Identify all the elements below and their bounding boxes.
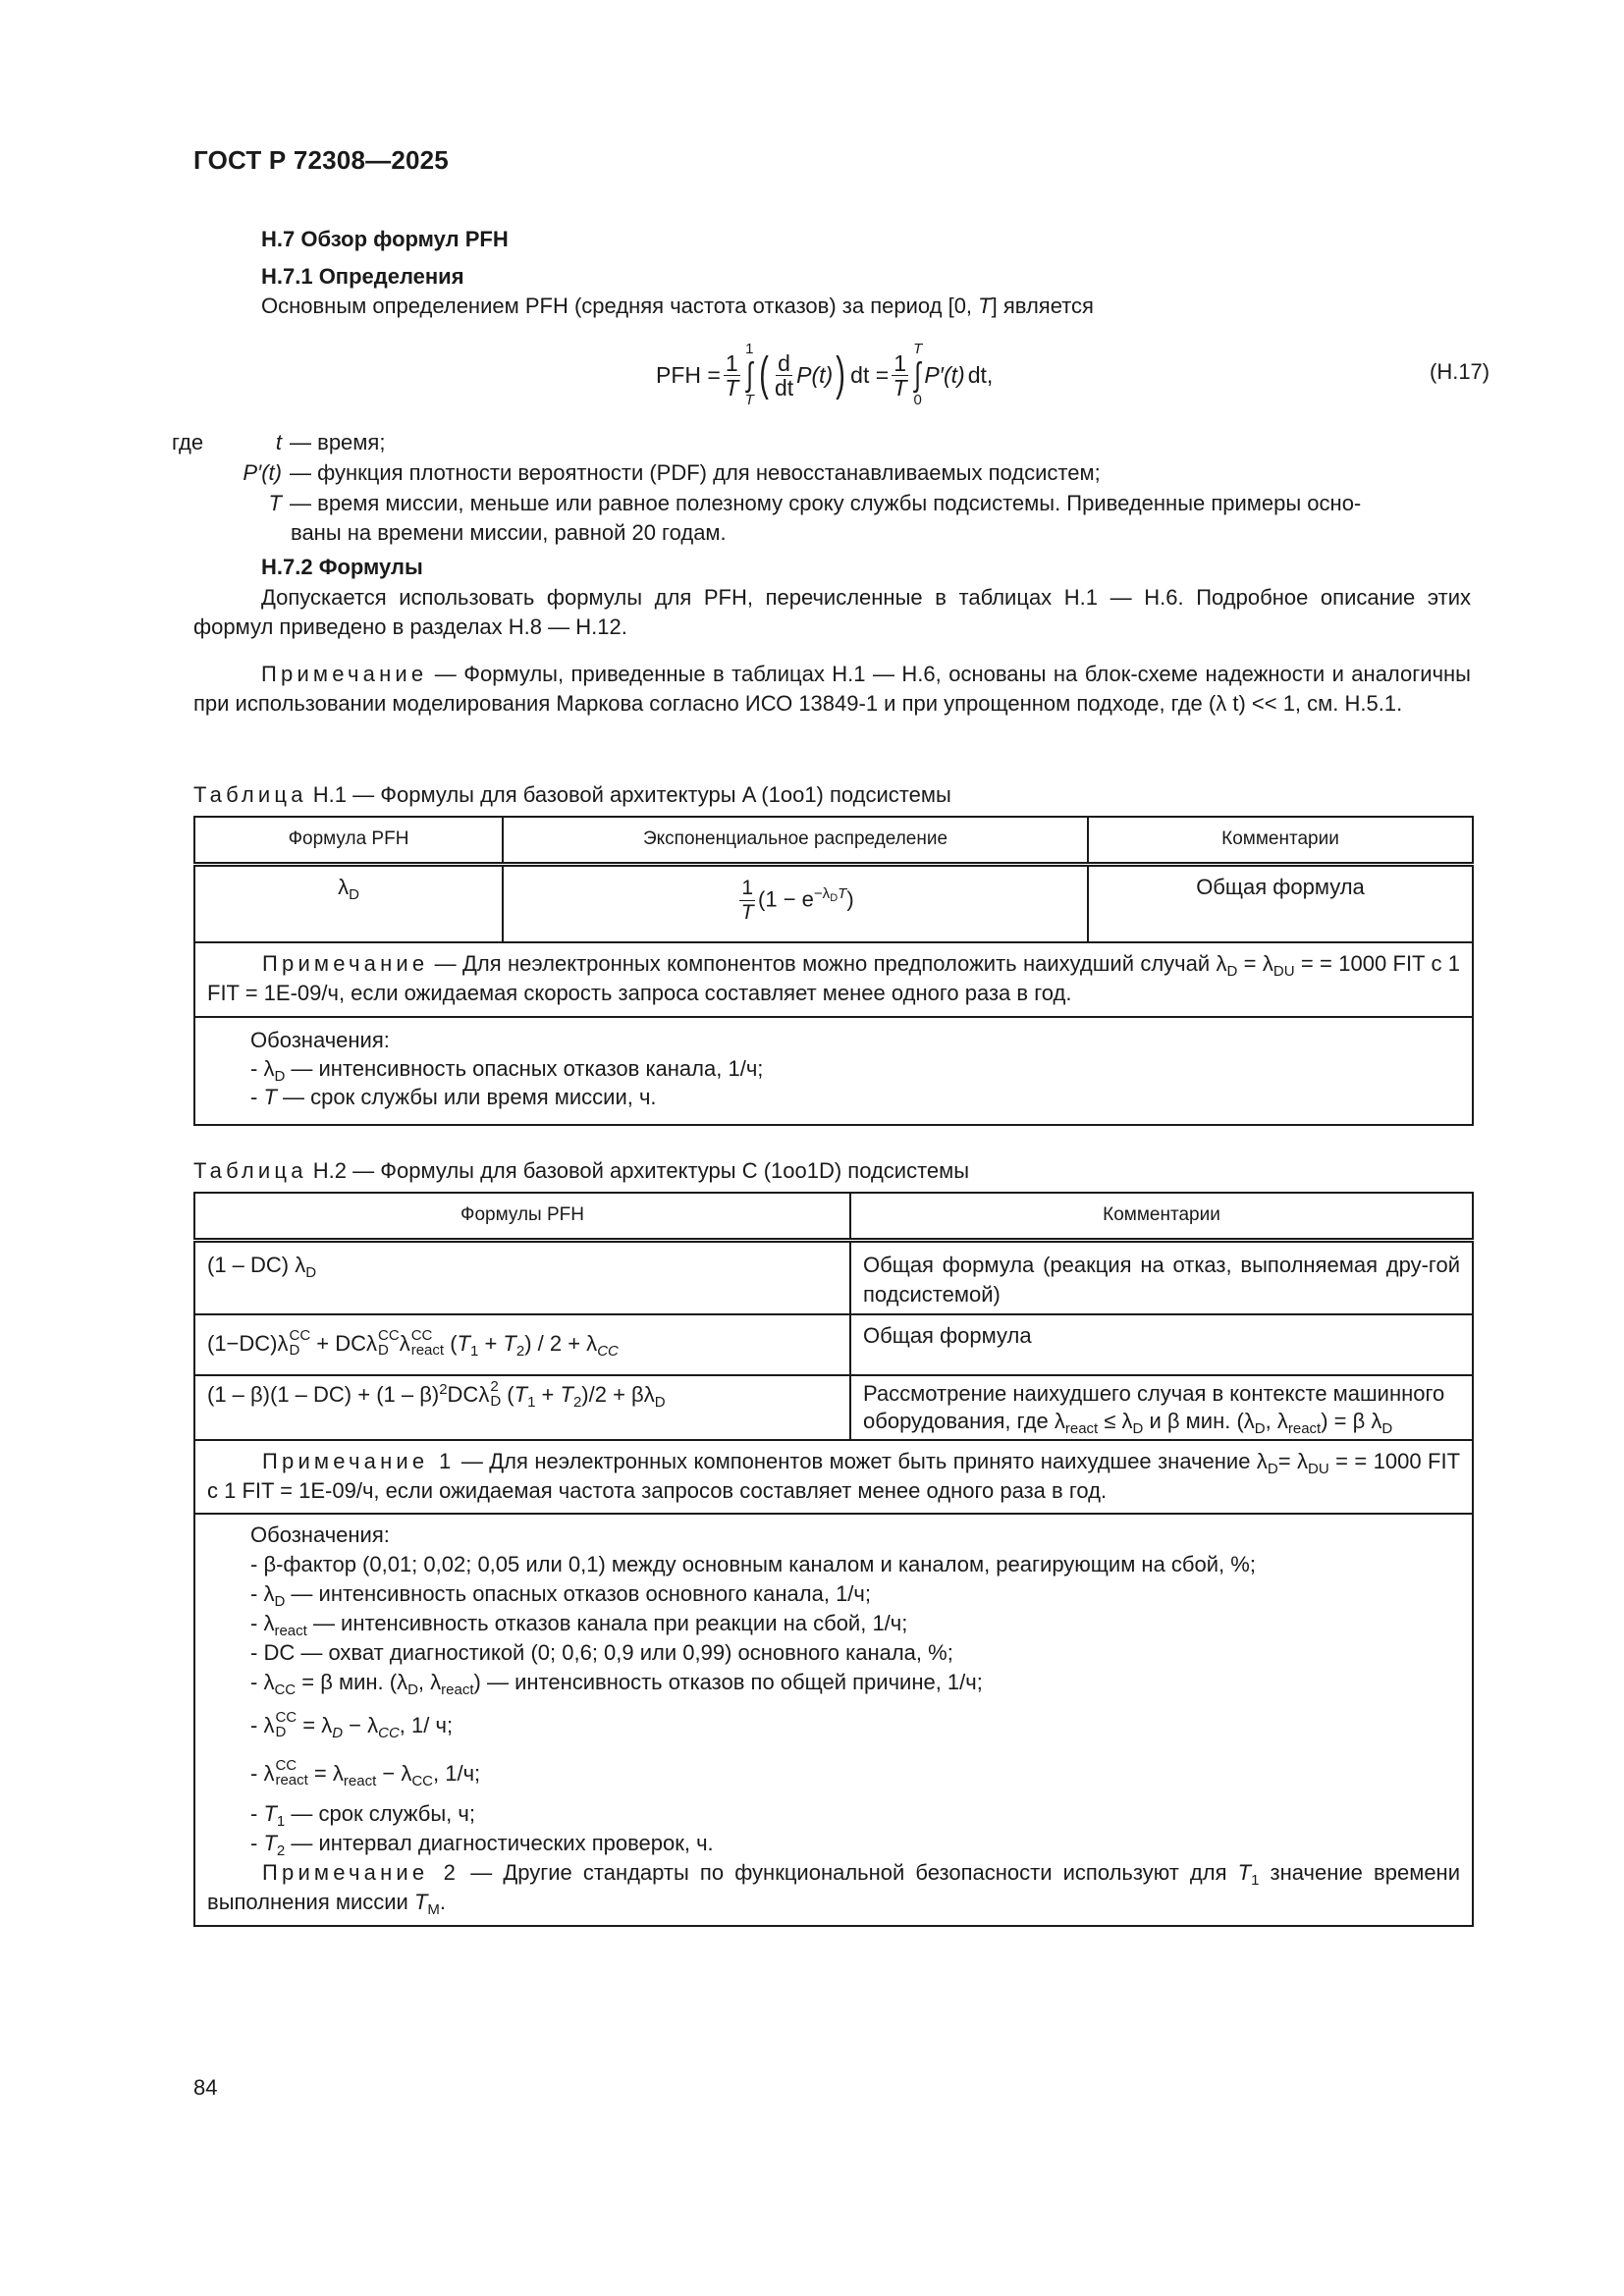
formula-cell: (1 – DC) $\lambda_D$	[194, 1240, 850, 1314]
subsection-title-formulas: H.7.2 Формулы	[261, 555, 423, 579]
where-item: P′(t) — функция плотности вероятности (PDF) для невосстанавливаемых подсистем;	[243, 460, 1101, 485]
table-caption-h2: Таблица H.2 — Формулы для базовой архитектуры C (1oo1D) подсистемы	[193, 1158, 970, 1183]
equation-number: (H.17)	[1430, 359, 1490, 384]
subsection-title-definitions: H.7.1 Определения	[261, 264, 464, 289]
formula-cell: $\lambda_D$	[194, 864, 503, 942]
table-row	[194, 864, 1473, 942]
table-legend: Обозначения: - β-фактор (0,01; 0,02; 0,05 или 0,1) между основным каналом и каналом, реагирующим на сбой, %; - $\lambda_D$ — интенсивность опасных отказов основного канала, 1/ч; - $\lambda_{react}$ — интенсивность отказов канала при реакции на сбой, 1/ч; - DC — охват диагностикой (0; 0,6; 0,9 или 0,99) основного канала, %; - $\lambda_{CC} = \beta$ мин. ($\lambda_D$, $\lambda_{react}$) — интенсивность отказов по общей причине, 1/ч; - λ CC D = $\lambda_D - \lambda_{CC}$, 1/ ч; - λ CC react = $\lambda_{react} - \lambda_{CC}$, 1/ч; - $T_1$ — срок службы, ч; - $T_2$ — интервал диагностических проверок, ч. Примечание 2 — Другие стандарты по функциональной безопасности используют для $T_1$ значение времени выполнения миссии $T_M$.	[194, 1514, 1473, 1926]
formula-cell: (1−DC)λ CC D + DCλ CC D λ CC react $(T_1 + T_2) / 2 + \lambda_{CC}$	[194, 1314, 850, 1375]
exponential-cell: $\frac{1}{T}$ $(1 - e^{-\lambda_DT})$	[503, 864, 1088, 942]
note: Примечание — Формулы, приведенные в таблицах H.1 — H.6, основаны на блок-схеме надежности и аналогичны при использовании моделирования Маркова согласно ИСО 13849-1 и при упрощенном подходе, где (λ t) << 1, см. H.5.1.	[193, 662, 1471, 716]
table-row	[194, 1240, 1473, 1314]
where-item: где t — время;	[172, 430, 386, 454]
comment-cell: Общая формула	[850, 1314, 1473, 1375]
definition-text: Основным определением PFH (средняя частота отказов) за период [0, T] является	[261, 294, 1094, 318]
column-header: Формула PFH	[194, 817, 503, 864]
where-item: T — время миссии, меньше или равное полезному сроку службы подсистемы. Приведенные примеры осно-	[268, 491, 1362, 515]
formula-cell: (1 – β)(1 – DC) + (1 – β)$^2$DCλ 2 D $(T_1 + T_2)/2 + \beta\lambda_D$	[194, 1375, 850, 1440]
comment-cell: Общая формула (реакция на отказ, выполняемая дру-гой подсистемой)	[850, 1240, 1473, 1314]
where-item-continuation: ваны на времени миссии, равной 20 годам.	[291, 520, 727, 545]
table-h2	[193, 1192, 1474, 1927]
table-row	[194, 1314, 1473, 1375]
table-caption-h1: Таблица H.1 — Формулы для базовой архитектуры A (1oo1) подсистемы	[193, 782, 951, 807]
table-h1	[193, 816, 1474, 1126]
table-note-1: Примечание 1 — Для неэлектронных компонентов может быть принято наихудшее значение $\lambda_D= \lambda_{DU}$ = = 1000 FIT с 1 FIT = 1E-09/ч, если ожидаемая частота запросов составляет менее одного раза в год.	[194, 1440, 1473, 1514]
column-header: Комментарии	[850, 1193, 1473, 1240]
column-header: Формулы PFH	[194, 1193, 850, 1240]
comment-cell: Рассмотрение наихудшего случая в контексте машинного оборудования, где $\lambda_{react} \le \lambda_D$ и β мин. ($\lambda_D$, $\lambda_{react}) = \beta$ $\lambda_D$	[850, 1375, 1473, 1440]
table-row	[194, 1375, 1473, 1440]
column-header: Комментарии	[1088, 817, 1473, 864]
pfh-formula: PFH = $\frac{1}{T}$ 1 ∫ T ( $\frac{d}{dt}$ P(t) ) dt = $\frac{1}{T}$ T ∫ 0 P′(t) dt,	[656, 341, 994, 408]
formulas-text: Допускается использовать формулы для PFH, перечисленные в таблицах H.1 — H.6. Подробное описание этих формул приведено в разделах H.8 — H.12.	[193, 585, 1471, 639]
table-note: Примечание — Для неэлектронных компонентов можно предположить наихудший случай $\lambda_D = \lambda_{DU}$ = = 1000 FIT с 1 FIT = 1E-09/ч, если ожидаемая скорость запроса составляет менее одного раза в год.	[194, 942, 1473, 1017]
integral-sign: 1 ∫ T	[744, 341, 754, 408]
comment-cell: Общая формула	[1088, 864, 1473, 942]
table-note-2: Примечание 2 — Другие стандарты по функциональной безопасности используют для $T_1$ значение времени выполнения миссии $T_M$.	[207, 1860, 1460, 1919]
section-title: H.7 Обзор формул PFH	[261, 227, 509, 251]
document-id: ГОСТ Р 72308—2025	[193, 145, 449, 175]
page-number: 84	[193, 2075, 218, 2100]
integral-sign: T ∫ 0	[913, 341, 923, 408]
table-legend: Обозначения: - $\lambda_D$ — интенсивность опасных отказов канала, 1/ч; - T — срок службы или время миссии, ч.	[194, 1017, 1473, 1125]
column-header: Экспоненциальное распределение	[503, 817, 1088, 864]
